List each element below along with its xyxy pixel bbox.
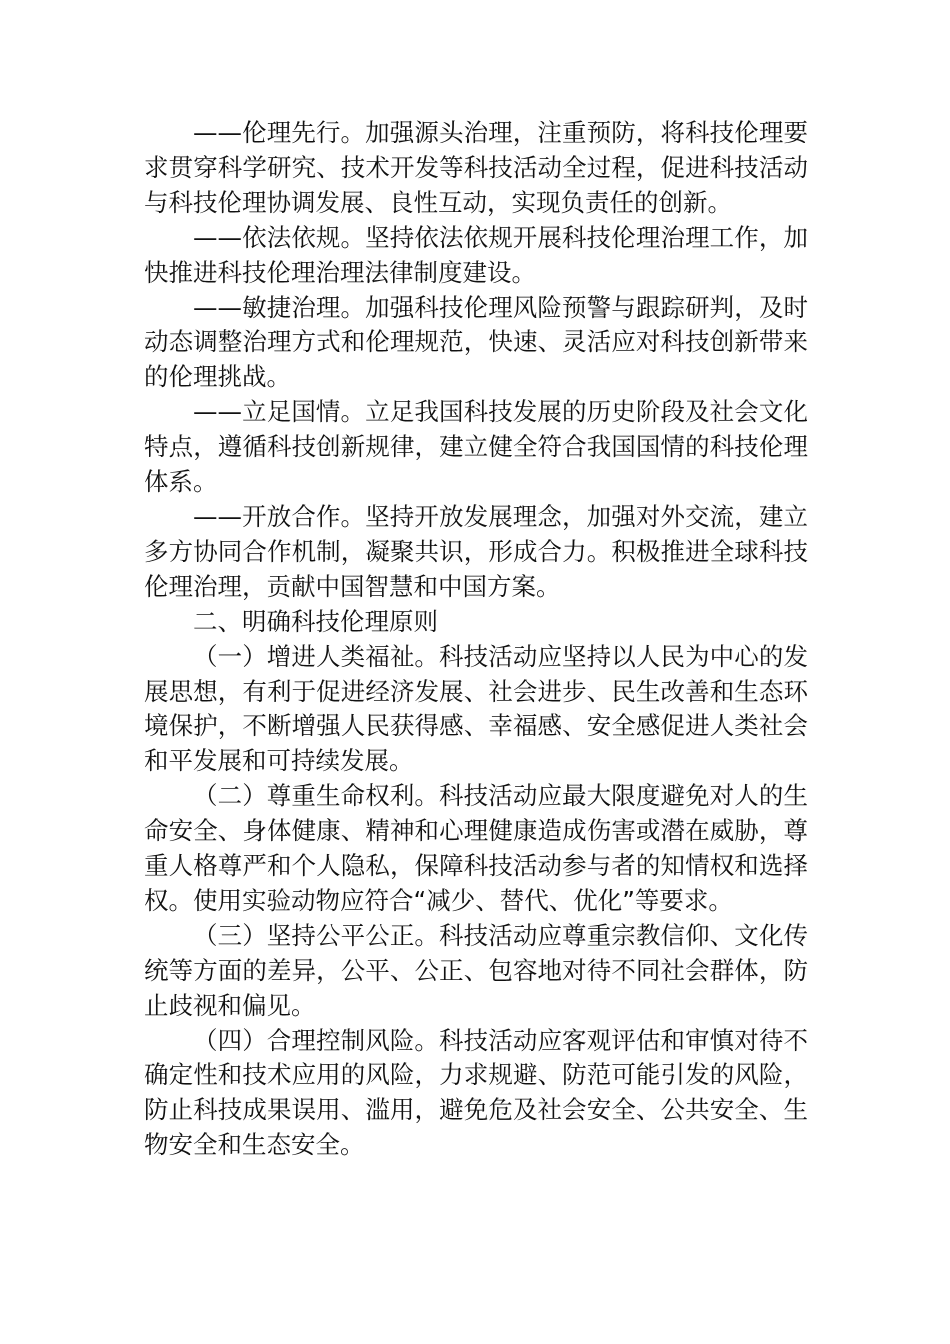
principle-agile-governance: ——敏捷治理。加强科技伦理风险预警与跟踪研判，及时动态调整治理方式和伦理规范，快速、灵活应对科技创新带来的伦理挑战。	[144, 292, 808, 392]
principle-national-conditions: ——立足国情。立足我国科技发展的历史阶段及社会文化特点，遵循科技创新规律，建立健全符合我国国情的科技伦理体系。	[144, 397, 808, 497]
section-heading: 二、明确科技伦理原则	[193, 606, 438, 636]
principle-ethics-first: ——伦理先行。加强源头治理，注重预防，将科技伦理要求贯穿科学研究、技术开发等科技活动全过程，促进科技活动与科技伦理协调发展、良性互动，实现负责任的创新。	[144, 118, 808, 217]
principle-risk-control: （四）合理控制风险。科技活动应客观评估和审慎对待不确定性和技术应用的风险，力求规避、防范可能引发的风险，防止科技成果误用、滥用，避免危及社会安全、公共安全、生物安全和生态安全。	[144, 1025, 808, 1160]
principle-human-welfare: （一）增进人类福祉。科技活动应坚持以人民为中心的发展思想，有利于促进经济发展、社会进步、民生改善和生态环境保护，不断增强人民获得感、幸福感、安全感促进人类社会和平发展和可持续发展。	[144, 641, 808, 776]
principle-open-cooperation: ——开放合作。坚持开放发展理念，加强对外交流，建立多方协同合作机制，凝聚共识，形成合力。积极推进全球科技伦理治理，贡献中国智慧和中国方案。	[144, 501, 808, 601]
principle-respect-life: （二）尊重生命权利。科技活动应最大限度避免对人的生命安全、身体健康、精神和心理健康造成伤害或潜在威胁，尊重人格尊严和个人隐私，保障科技活动参与者的知情权和选择权。使用实验动物应符合“减少、替代、优化”等要求。	[144, 781, 808, 915]
principle-fairness: （三）坚持公平公正。科技活动应尊重宗教信仰、文化传统等方面的差异，公平、公正、包容地对待不同社会群体，防止歧视和偏见。	[144, 920, 808, 1020]
document-body	[144, 116, 808, 1163]
principle-law-compliance: ——依法依规。坚持依法依规开展科技伦理治理工作，加快推进科技伦理治理法律制度建设。	[144, 222, 808, 287]
